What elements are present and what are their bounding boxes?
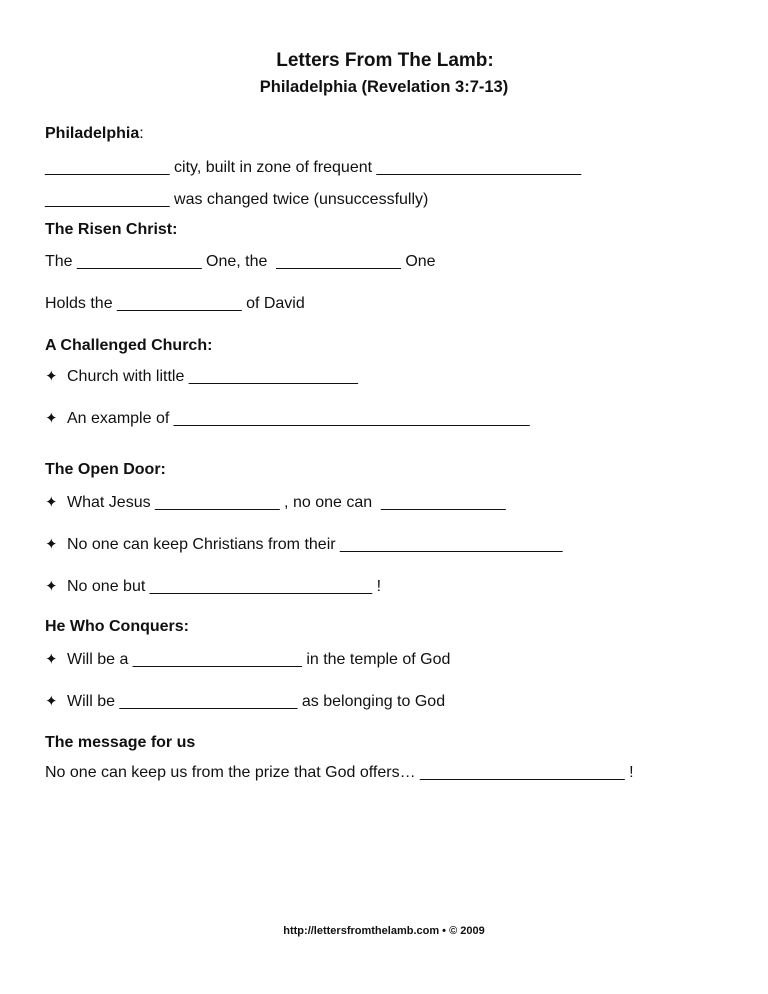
page-title: Letters From The Lamb: bbox=[276, 50, 494, 71]
conquers-bullet-1 bbox=[45, 649, 450, 670]
bullet-text: Will be a ___________________ in the temple of God bbox=[67, 651, 451, 668]
star-bullet-icon: ✦ bbox=[45, 650, 58, 668]
section-heading-challenged-church: A Challenged Church: bbox=[45, 337, 213, 354]
bullet-text: No one can keep Christians from their _________________________ bbox=[67, 536, 563, 553]
star-bullet-icon: ✦ bbox=[45, 493, 58, 511]
star-bullet-icon: ✦ bbox=[45, 535, 58, 553]
section-heading-philadelphia bbox=[45, 124, 144, 144]
bullet-text: No one but _________________________ ! bbox=[67, 578, 382, 595]
philadelphia-line-2: ______________ was changed twice (unsuccessfully) bbox=[45, 191, 429, 208]
star-bullet-icon: ✦ bbox=[45, 367, 58, 385]
footer-copyright: http://lettersfromthelamb.com • © 2009 bbox=[283, 925, 485, 937]
section-heading-open-door: The Open Door: bbox=[45, 461, 166, 478]
star-bullet-icon: ✦ bbox=[45, 409, 58, 427]
section-heading-risen-christ: The Risen Christ: bbox=[45, 221, 178, 238]
bullet-text: Will be ____________________ as belonging to God bbox=[67, 693, 446, 710]
philadelphia-heading-text: Philadelphia bbox=[45, 125, 140, 142]
philadelphia-heading-colon: : bbox=[139, 125, 144, 142]
philadelphia-line-1: ______________ city, built in zone of frequent _______________________ bbox=[45, 159, 582, 176]
bullet-text: Church with little ___________________ bbox=[67, 368, 358, 385]
section-heading-conquers: He Who Conquers: bbox=[45, 618, 189, 635]
bullet-text: An example of ________________________________________ bbox=[67, 410, 530, 427]
star-bullet-icon: ✦ bbox=[45, 692, 58, 710]
challenged-church-bullet-1 bbox=[45, 366, 358, 387]
bullet-text: What Jesus ______________ , no one can ______________ bbox=[67, 494, 506, 511]
page-subtitle: Philadelphia (Revelation 3:7-13) bbox=[259, 78, 509, 96]
section-heading-message: The message for us bbox=[45, 734, 196, 751]
challenged-church-bullet-2 bbox=[45, 408, 530, 429]
star-bullet-icon: ✦ bbox=[45, 577, 58, 595]
open-door-bullet-1 bbox=[45, 492, 506, 513]
risen-christ-line-2: Holds the ______________ of David bbox=[45, 295, 305, 312]
risen-christ-line-1: The ______________ One, the ______________ One bbox=[45, 253, 436, 270]
conquers-bullet-2 bbox=[45, 691, 445, 712]
message-line-1: No one can keep us from the prize that God offers… _______________________ ! bbox=[45, 764, 634, 781]
open-door-bullet-2 bbox=[45, 534, 562, 555]
open-door-bullet-3 bbox=[45, 576, 381, 597]
